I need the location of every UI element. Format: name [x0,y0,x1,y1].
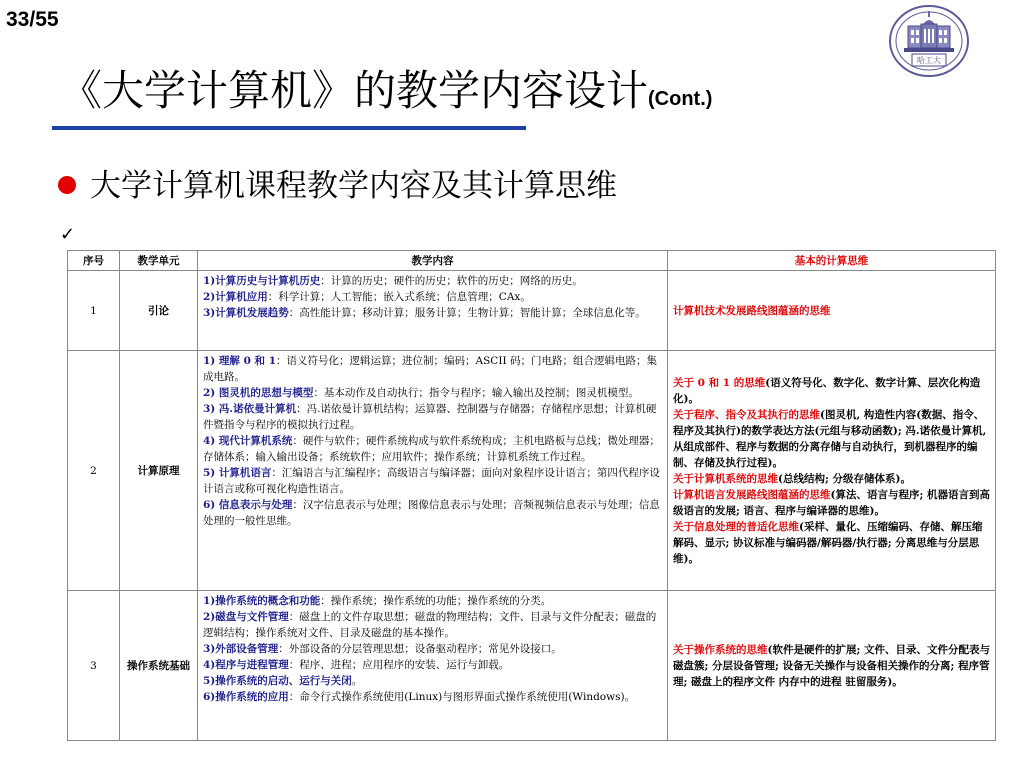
row-number: 3 [68,591,120,741]
thinking-item [673,375,990,407]
content-item-text: 。 [351,675,363,687]
content-item-keyword: 3)外部设备管理 [203,643,279,655]
content-item [203,609,662,641]
thinking-item-label: 关于信息处理的普适化思维 [673,520,799,533]
content-item-text: ：基本动作及自动执行；指令与程序；输入输出及控制；图灵机模型。 [313,387,639,399]
table-row [68,271,996,351]
content-item-keyword: 2)计算机应用 [203,291,268,303]
thinking-item-label: 关于 0 和 1 的思维 [673,376,766,389]
thinking-item-detail: (总线结构; 分级存储体系)。 [778,472,911,485]
content-item [203,273,662,289]
thinking-item [673,471,990,487]
content-item-text: ：语义符号化；逻辑运算；进位制；编码；ASCII 码；门电路；组合逻辑电路；集成电路。 [203,355,657,383]
thinking-item [673,519,990,567]
thinking-item [673,303,990,319]
content-item [203,353,662,385]
content-item [203,497,662,529]
university-building-logo [888,4,970,78]
thinking-item-label: 关于程序、指令及其执行的思维 [673,408,820,421]
row-content [198,591,668,741]
slide-title-text: 《大学计算机》的教学内容设计 [60,66,649,115]
content-item-keyword: 5)操作系统的启动、运行与关闭 [203,675,352,687]
svg-text:哈工大: 哈工大 [917,56,941,65]
thinking-item [673,642,990,690]
content-item [203,305,662,321]
content-item-text: ：汇编语言与汇编程序；高级语言与编译器；面向对象程序设计语言；第四代程序设计语言或称可视化构造性语言。 [203,467,660,495]
content-item-text: ：操作系统；操作系统的功能；操作系统的分类。 [320,595,552,607]
content-item-text: ：汉字信息表示与处理；图像信息表示与处理；音频视频信息表示与处理；信息处理的一般性思维。 [203,499,660,527]
content-item-keyword: 2)磁盘与文件管理 [203,611,289,623]
row-number: 2 [68,351,120,591]
content-item [203,641,662,657]
content-item-keyword: 4)程序与进程管理 [203,659,289,671]
row-thinking [668,351,996,591]
slide-title-suffix: (Cont.) [648,88,713,110]
thinking-item-detail: (算法、语言与程序; 机器语言到高级语言的发展; 语言、程序与编译器的思维)。 [673,488,990,517]
content-item [203,673,662,689]
content-item-keyword: 1)操作系统的概念和功能 [203,595,321,607]
content-item-keyword: 2) 图灵机的思想与模型 [203,387,314,399]
content-table-wrapper [67,250,995,741]
thinking-item-detail: (采样、量化、压缩编码、存储、解压缩解码、显示; 协议标准与编码器/解码器/执行器; 分离思维与分层思维)。 [673,520,983,565]
content-item [203,401,662,433]
bullet-text: 大学计算机课程教学内容及其计算思维 [90,168,617,204]
content-item-keyword: 1) 理解 0 和 1 [203,355,277,367]
content-item-text: ：硬件与软件；硬件系统构成与软件系统构成；主机电路板与总线；微处理器；存储体系；输入输出设备；系统软件；应用软件；操作系统；计算机系统工作过程。 [203,435,660,463]
content-item-text: ：计算的历史；硬件的历史；软件的历史；网络的历史。 [320,275,583,287]
content-item-text: ：外部设备的分层管理思想；设备驱动程序；常见外设接口。 [278,643,562,655]
content-item [203,689,662,705]
content-item-text: ：科学计算；人工智能；嵌入式系统；信息管理；CAx。 [267,291,531,303]
content-item-keyword: 3)计算机发展趋势 [203,307,289,319]
slide-title [60,58,712,118]
row-unit: 引论 [120,271,198,351]
content-item [203,465,662,497]
row-content [198,271,668,351]
content-item-text: ：冯.诺依曼计算机结构；运算器、控制器与存储器；存储程序思想；计算机硬件暨指令与程序的模拟执行过程。 [203,403,657,431]
content-item [203,433,662,465]
row-unit: 操作系统基础 [120,591,198,741]
thinking-item-label: 关于操作系统的思维 [673,643,768,656]
table-header-row [68,251,996,271]
content-item-keyword: 6)操作系统的应用 [203,691,289,703]
header-no: 序号 [68,251,120,271]
row-unit: 计算原理 [120,351,198,591]
header-content: 教学内容 [198,251,668,271]
content-item-text: ：命令行式操作系统使用(Linux)与图形界面式操作系统使用(Windows)。 [288,691,636,703]
header-thinking: 基本的计算思维 [668,251,996,271]
row-number: 1 [68,271,120,351]
thinking-item-label: 关于计算机系统的思维 [673,472,778,485]
content-item-keyword: 6) 信息表示与处理 [203,499,293,511]
bullet-item [58,160,617,205]
thinking-item [673,407,990,471]
row-content [198,351,668,591]
content-item [203,657,662,673]
content-table [67,250,996,741]
content-item-keyword: 3) 冯.诺依曼计算机 [203,403,297,415]
content-item-text: ：磁盘上的文件存取思想；磁盘的物理结构；文件、目录与文件分配表；磁盘的逻辑结构；操作系统对文件、目录及磁盘的基本操作。 [203,611,657,639]
content-item [203,289,662,305]
content-item [203,385,662,401]
check-mark-icon: ✓ [60,224,76,245]
thinking-item-label: 计算机语言发展路线图蕴涵的思维 [673,488,831,501]
title-underline [52,126,526,130]
content-item-keyword: 4) 现代计算机系统 [203,435,293,447]
row-thinking [668,271,996,351]
thinking-item-detail: (语义符号化、数字化、数字计算、层次化构造化)。 [673,376,981,405]
thinking-item-label: 计算机技术发展路线图蕴涵的思维 [673,304,831,317]
row-thinking [668,591,996,741]
content-item-keyword: 5) 计算机语言 [203,467,272,479]
bullet-dot-icon [58,176,76,194]
content-item-text: ：高性能计算；移动计算；服务计算；生物计算；智能计算；全球信息化等。 [288,307,646,319]
thinking-item-detail: (软件是硬件的扩展; 文件、目录、文件分配表与磁盘簇; 分层设备管理; 设备无关操作与设备相关操作的分离; 程序管理; 磁盘上的程序文件 内存中的进程 驻留服务)。 [673,643,990,688]
table-row [68,351,996,591]
page-number: 33/55 [6,8,59,31]
thinking-item-detail: (图灵机, 构造性内容(数据、指令、程序及其执行)的数学表达方法(元组与移动函数); 冯.诺依曼计算机, 从组成部件、程序与数据的分离存储与自动执行，到机器程序的编制、存储及执行过程)。 [673,408,987,469]
table-row [68,591,996,741]
content-item-text: ：程序、进程；应用程序的安装、运行与卸载。 [288,659,510,671]
content-item [203,593,662,609]
thinking-item [673,487,990,519]
content-item-keyword: 1)计算历史与计算机历史 [203,275,321,287]
header-unit: 教学单元 [120,251,198,271]
